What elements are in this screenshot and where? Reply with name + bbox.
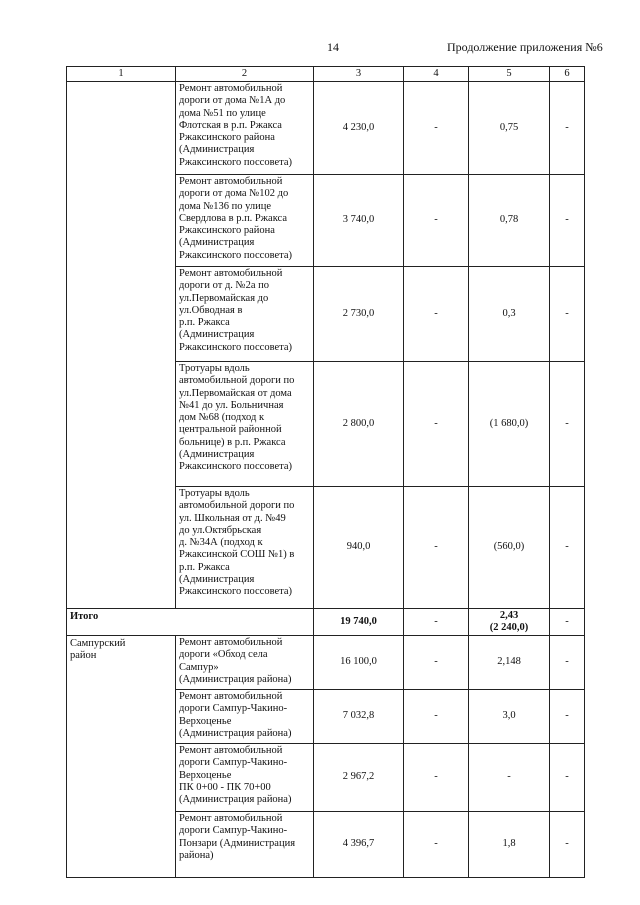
value-cell: - (404, 609, 469, 636)
project-description: Ремонт автомобильной дороги Сампур-Чакино- Верхоценье (Администрация района) (176, 690, 314, 744)
total-amount: 19 740,0 (314, 609, 404, 636)
project-description: Тротуары вдоль автомобильной дороги по ул. Школьная от д. №49 до ул.Октябрьская д. №34А (подход к Ржаксинской СОШ №1) в р.п. Ржакса (Администрация Ржаксинского поссовета) (176, 487, 314, 609)
column-header: 1 (67, 67, 176, 82)
project-description: Ремонт автомобильной дороги от дома №102 до дома №136 по улице Свердлова в р.п. Ржакса Ржаксинского района (Администрация Ржаксинского поссовета) (176, 175, 314, 267)
total-row (67, 609, 585, 636)
column-header: 5 (469, 67, 550, 82)
column-header-row (67, 67, 585, 82)
value-cell: - (550, 812, 585, 878)
value-cell: - (404, 812, 469, 878)
value-cell: - (404, 487, 469, 609)
column-header: 6 (550, 67, 585, 82)
project-description: Ремонт автомобильной дороги от д. №2а по ул.Первомайская до ул.Обводная в р.п. Ржакса (Администрация Ржаксинского поссовета) (176, 267, 314, 362)
project-description: Тротуары вдоль автомобильной дороги по ул.Первомайская от дома №41 до ул. Больничная дом №68 (подход к центральной районной больнице) в р.п. Ржакса (Администрация Ржаксинского поссовета) (176, 362, 314, 487)
value-cell: - (550, 609, 585, 636)
district-name: Сампурский район (67, 636, 176, 878)
value-cell: - (550, 744, 585, 812)
column-header: 2 (176, 67, 314, 82)
value-cell: - (550, 82, 585, 175)
value-cell: - (550, 636, 585, 690)
total-label: Итого (67, 609, 314, 636)
length-cell: 0,3 (469, 267, 550, 362)
length-cell: 1,8 (469, 812, 550, 878)
value-cell: - (550, 487, 585, 609)
amount-cell: 4 396,7 (314, 812, 404, 878)
amount-cell: 2 967,2 (314, 744, 404, 812)
amount-cell: 940,0 (314, 487, 404, 609)
page-number: 14 (327, 40, 339, 54)
length-cell: 3,0 (469, 690, 550, 744)
continuation-note: Продолжение приложения №6 (447, 40, 603, 54)
project-description: Ремонт автомобильной дороги Сампур-Чакино- Верхоценье ПК 0+00 - ПК 70+00 (Администрация района) (176, 744, 314, 812)
length-cell: (1 680,0) (469, 362, 550, 487)
length-cell: 0,75 (469, 82, 550, 175)
value-cell: - (404, 744, 469, 812)
value-cell: - (404, 636, 469, 690)
length-cell: 0,78 (469, 175, 550, 267)
column-header: 3 (314, 67, 404, 82)
table-row (67, 82, 585, 175)
value-cell: - (404, 362, 469, 487)
value-cell: - (550, 690, 585, 744)
value-cell: - (404, 690, 469, 744)
column-header: 4 (404, 67, 469, 82)
value-cell: - (404, 175, 469, 267)
amount-cell: 3 740,0 (314, 175, 404, 267)
project-description: Ремонт автомобильной дороги Сампур-Чакино- Понзари (Администрация района) (176, 812, 314, 878)
table-row (67, 636, 585, 690)
value-cell: - (550, 362, 585, 487)
value-cell: - (404, 82, 469, 175)
budget-table (66, 66, 585, 878)
district-cell (67, 82, 176, 609)
amount-cell: 16 100,0 (314, 636, 404, 690)
value-cell: - (404, 267, 469, 362)
length-cell: - (469, 744, 550, 812)
length-cell: 2,148 (469, 636, 550, 690)
total-length: 2,43 (2 240,0) (469, 609, 550, 636)
amount-cell: 2 800,0 (314, 362, 404, 487)
amount-cell: 4 230,0 (314, 82, 404, 175)
length-cell: (560,0) (469, 487, 550, 609)
value-cell: - (550, 267, 585, 362)
project-description: Ремонт автомобильной дороги «Обход села Сампур» (Администрация района) (176, 636, 314, 690)
project-description: Ремонт автомобильной дороги от дома №1А до дома №51 по улице Флотская в р.п. Ржакса Ржаксинского района (Администрация Ржаксинского поссовета) (176, 82, 314, 175)
amount-cell: 7 032,8 (314, 690, 404, 744)
value-cell: - (550, 175, 585, 267)
amount-cell: 2 730,0 (314, 267, 404, 362)
